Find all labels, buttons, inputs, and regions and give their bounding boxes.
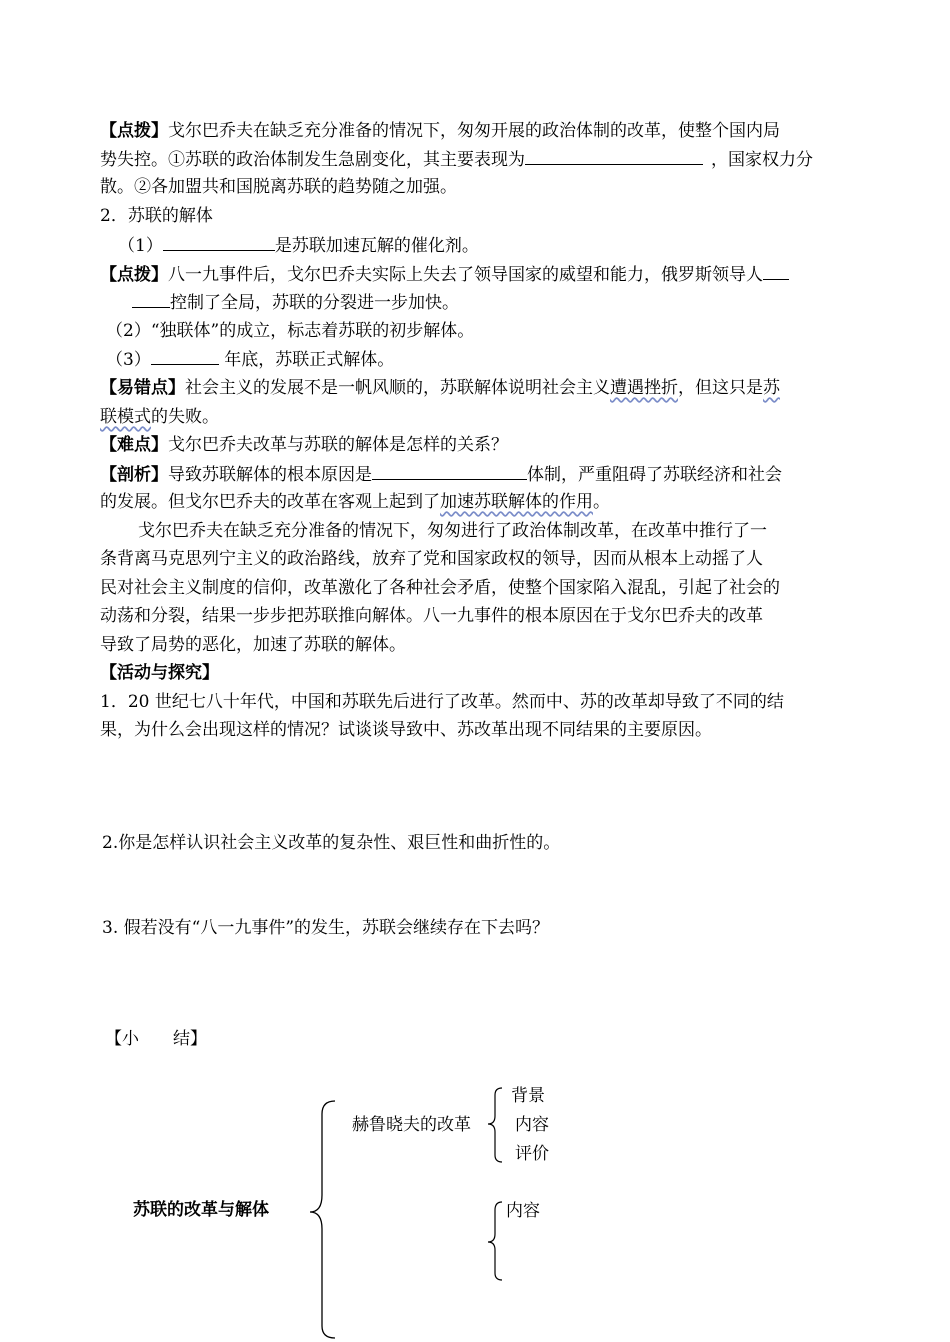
hint-line-3: 散。②各加盟共和国脱离苏联的趋势随之加强。 bbox=[100, 177, 457, 197]
mistake-line-2: 联模式的失败。 bbox=[100, 407, 219, 427]
analysis-para-line: 戈尔巴乔夫在缺乏充分准备的情况下，匆匆进行了政治体制改革，在改革中推行了一 bbox=[138, 521, 767, 541]
summary-branch-1: 赫鲁晓夫的改革 bbox=[352, 1115, 471, 1135]
question-2: 2.你是怎样认识社会主义改革的复杂性、艰巨性和曲折性的。 bbox=[102, 833, 561, 853]
hint-tag: 【点拨】 bbox=[100, 121, 168, 141]
summary-branch-1-item: 内容 bbox=[515, 1115, 549, 1135]
hint-line-1: 【点拨】戈尔巴乔夫在缺乏充分准备的情况下，匆匆开展的政治体制的改革，使整个国内局 bbox=[100, 121, 780, 141]
branch1-brace bbox=[488, 1088, 502, 1162]
item-1: （1） 是苏联加速瓦解的催化剂。 bbox=[118, 232, 878, 258]
question-1-line-2: 果，为什么会出现这样的情况？试谈谈导致中、苏改革出现不同结果的主要原因。 bbox=[100, 720, 712, 740]
mistake-line-1: 【易错点】社会主义的发展不是一帆风顺的，苏联解体说明社会主义遭遇挫折，但这只是苏 bbox=[100, 378, 780, 398]
root-brace bbox=[310, 1101, 335, 1338]
hint2-line-1: 【点拨】八一九事件后，戈尔巴乔夫实际上失去了领导国家的威望和能力，俄罗斯领导人 bbox=[100, 261, 860, 287]
activity-heading: 【活动与探究】 bbox=[100, 663, 219, 683]
item-3: （3） 年底，苏联正式解体。 bbox=[106, 346, 866, 372]
section-heading: 2．苏联的解体 bbox=[100, 206, 213, 226]
analysis-para-line: 导致了局势的恶化，加速了苏联的解体。 bbox=[100, 635, 406, 655]
item-2: （2）“独联体”的成立，标志着苏联的初步解体。 bbox=[106, 321, 475, 341]
analysis-para-line: 民对社会主义制度的信仰，改革激化了各种社会矛盾，使整个国家陷入混乱，引起了社会的 bbox=[100, 578, 780, 598]
summary-title: 【小 结】 bbox=[105, 1029, 207, 1049]
summary-branch-2-item: 内容 bbox=[506, 1201, 540, 1221]
branch2-brace bbox=[488, 1202, 502, 1280]
analysis-line-2: 的发展。但戈尔巴乔夫的改革在客观上起到了加速苏联解体的作用。 bbox=[100, 492, 610, 512]
analysis-para-line: 动荡和分裂，结果一步步把苏联推向解体。八一九事件的根本原因在于戈尔巴乔夫的改革 bbox=[100, 606, 763, 626]
difficulty-line: 【难点】戈尔巴乔夫改革与苏联的解体是怎样的关系？ bbox=[100, 435, 508, 455]
question-3: 3. 假若没有“八一九事件”的发生，苏联会继续存在下去吗？ bbox=[102, 918, 550, 938]
question-1-line-1: 1．20 世纪七八十年代，中国和苏联先后进行了改革。然而中、苏的改革却导致了不同的结 bbox=[100, 692, 784, 712]
summary-root: 苏联的改革与解体 bbox=[133, 1200, 269, 1220]
summary-branch-1-item: 评价 bbox=[515, 1144, 549, 1164]
summary-branch-1-item: 背景 bbox=[511, 1086, 545, 1106]
analysis-para-line: 条背离马克思列宁主义的政治路线，放弃了党和国家政权的领导，因而从根本上动摇了人 bbox=[100, 549, 763, 569]
hint-line-2: 势失控。①苏联的政治体制发生急剧变化，其主要表现为 ，国家权力分 bbox=[100, 146, 860, 172]
analysis-line-1: 【剖析】导致苏联解体的根本原因是 体制，严重阻碍了苏联经济和社会 bbox=[100, 461, 860, 487]
hint2-line-2: 控制了全局，苏联的分裂进一步加快。 bbox=[132, 289, 892, 315]
